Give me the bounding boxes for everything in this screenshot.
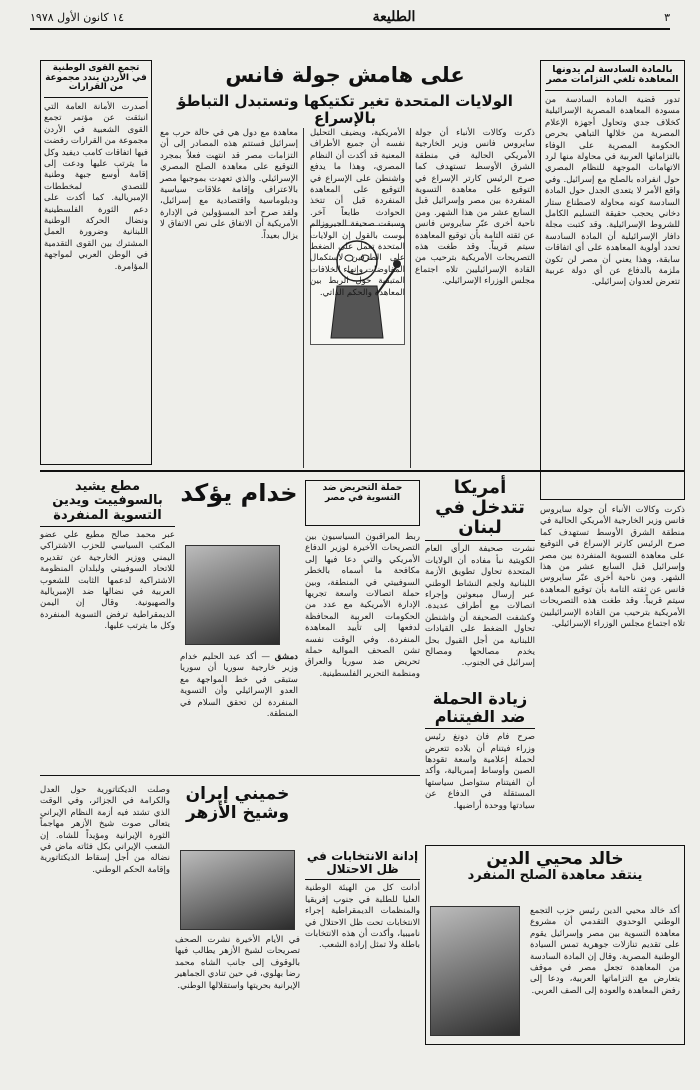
main-headline-bottom: الولايات المتحدة تغير تكتيكها وتستبدل التباطؤ بالإسراع	[177, 92, 513, 127]
lebanon-headline: أمريكا تتدخل في لبنان	[425, 478, 535, 541]
mid-caption-box	[305, 480, 420, 526]
masthead	[30, 6, 670, 30]
khaled-headline-top: خالد محيي الدين	[486, 849, 624, 869]
khaddam-dateline: دمشق	[274, 652, 298, 662]
elections-story	[305, 850, 420, 1045]
khaled-story	[425, 845, 685, 1045]
khomeini-photo	[180, 850, 295, 930]
main-story-col-2: الأمريكية، ويضيف التحليل نفسه أن جميع الأطراف المعنية قد أكدت أن النظام المصري، وهذا ما يدفع واشنطن على الإسراع في التوقيع على المعاهدة المنفردة قبل أن تتخذ الحوادث طابعاً آخر. وسبقت صحيفة الجيروزالم بوست بالقول إن الولايات المتحدة تعمل على الضغط على الطرفين لاستكمال المفاوضات وإنهاء الخلافات المتبقية حول الربط بين المعاهدة والحكم الذاتي.	[310, 128, 405, 298]
mid-caption: حملة التحريض ضد التسوية في مصر	[322, 483, 403, 503]
lebanon-story	[425, 478, 535, 683]
elections-headline: إدانة الانتخابات في ظل الاحتلال	[305, 850, 420, 880]
khaddam-header	[180, 480, 298, 540]
yemen-headline: مطع يشيد بالسوفييت ويدين التسوية المنفردة	[40, 480, 175, 527]
iran-headline: خميني إيران وشيخ الأزهر	[185, 784, 290, 823]
column-rule	[410, 128, 411, 468]
section-divider	[40, 470, 685, 472]
elections-text: أدانت كل من الهيئة الوطنية العليا للطلبة في جنوب إفريقيا والمنظمات الديمقراطية إجراء الانتخابات تحت ظل الاحتلال في ناميبيا، وأكدت أن هذه الانتخابات باطلة ولا تمثل إرادة الشعب.	[305, 883, 420, 951]
paper-name: الطليعة	[372, 9, 416, 25]
column-rule	[303, 128, 304, 468]
khaddam-photo	[185, 545, 280, 645]
khaled-headline-bottom: ينتقد معاهدة الصلح المنفرد	[467, 867, 643, 883]
article-six-text: تدور قضية المادة السادسة من مسودة المعاهدة المصرية الإسرائيلية كخلاف جدي وتحاول أجهزة الإعلام المصرية من خلالها التباهي بحرص الحكومة المصرية على الوفاء بالتزاماتها العربية في محاولة منها لرد الاتهامات الموجهة للنظام المصري حول انفراده بالصلح مع إسرائيل. وفي واقع الأمر لا يتعدى الجدل حول المادة السادسة كونه محاولة لاصطناع ستار دخاني يحجب حقيقة التسليم الكامل للشروط الإسرائيلية. وقد كتبت مجلة دافار الإسرائيلية أن المادة السادسة تحدد أولوية المعاهدة على أي اتفاقات سابقة، وهذا يعني أن مصر لن تكون ملزمة بالدفاع عن أي دولة عربية تتعرض لعدوان إسرائيلي.	[545, 94, 680, 288]
mid-story-text: ربط المراقبون السياسيون بين التصريحات الأخيرة لوزير الدفاع الأمريكي والتي دعا فيها إلى مكافحة ما أسماه بالخطر السوفييتي في المنطقة، وبين حملة اتصالات واسعة تجريها الإدارة الأمريكية مع عدد من الحكومات العربية المحافظة لدفعها إلى تأييد المعاهدة المنفردة. وفي الوقت نفسه تشن الصحف الموالية حملة تحريض ضد سوريا والعراق ومنظمة التحرير الفلسطينية.	[305, 532, 420, 679]
vietnam-text: صرح فام فان دونغ رئيس وزراء فيتنام أن بلاده تتعرض لحملة إعلامية واسعة تقودها الصين وأوساط إمبريالية، وأكد أن الفيتنام ستواصل سياستها المستقلة في الدفاع عن سيادتها ووحدة أراضيها.	[425, 732, 535, 811]
yemen-text: عبر محمد صالح مطيع علي عضو المكتب السياسي للحزب الاشتراكي اليمني ووزير الخارجية عن تقديره للاتحاد السوفييتي ولبلدان المنظومة الاشتراكية لدعمها الثابت للشعوب العربية في نضالها ضد الإمبريالية والصهيونية. وقال إن اليمن الديمقراطية ترفض التسوية المنفردة وكل ما يترتب عليها.	[40, 529, 175, 632]
khaddam-story: دمشق — أكد عبد الحليم خدام وزير خارجية سوريا أن سوريا ستبقى في خط المواجهة مع العدو الإسرائيلي وأن التسوية المنفردة لن تحقق السلام في المنطقة.	[180, 652, 298, 720]
section-divider	[40, 775, 420, 776]
khaddam-text: أكد عبد الحليم خدام وزير خارجية سوريا أن سوريا ستبقى في خط المواجهة مع العدو الإسرائيلي وأن التسوية المنفردة لن تحقق السلام في المنطقة.	[180, 652, 298, 720]
jordan-text: أصدرت الأمانة العامة التي انبثقت عن مؤتمر تجمع القوى الشعبية في الأردن مجموعة من القرارات رفضت فيها اتفاقات كامب ديفيد وكل ما يترتب عليها ودعت إلى إقامة أوسع جبهة وطنية للتصدي لمخططات الإمبريالية. كما أكدت على دعم الثورة الفلسطينية ونضال الحركة الوطنية اللبنانية وضرورة العمل المشترك بين القوى التقدمية في الوطن العربي لمواجهة المؤامرة.	[44, 102, 148, 272]
khaled-text: أكد خالد محيي الدين رئيس حزب التجمع الوطني الوحدوي التقدمي أن مشروع معاهدة التسوية بين مصر وإسرائيل يقوم على تقديم تنازلات جوهرية تمس السيادة الوطنية المصرية. وقال إن المادة السادسة من المعاهدة تجعل مصر في موقف يتعارض مع التزاماتها العربية، ودعا إلى رفض المعاهدة والعودة إلى الصف العربي.	[530, 906, 680, 996]
jordan-kicker: تجمع القوى الوطنية في الأردن يندد مجموعة من القرارات	[44, 64, 148, 98]
yemen-story	[40, 480, 175, 770]
article-six-story	[540, 60, 685, 500]
iran-text-col	[40, 785, 170, 1045]
iran-text: وصلت الديكتاتورية حول العدل والكرامة في الجزائر، وفي الوقت الذي تشتد فيه أزمة النظام الإيراني يتعالى صوت شيخ الأزهر مهاجماً الثورة الإيرانية ومؤيداً للشاه. إن الشعب الإيراني بكل فئاته ماض في نضاله من أجل إسقاط الديكتاتورية وإقامة الحكم الوطني.	[40, 785, 170, 875]
vietnam-headline: زيادة الحملة ضد الفيتنام	[425, 690, 535, 729]
vietnam-story	[425, 690, 535, 840]
main-story-header	[155, 60, 535, 127]
main-story-col-3: معاهدة مع دول هي في حالة حرب مع إسرائيل فستتم هذه المصادر إلى أن التزامات مصر قد انتهت فعلاً بمجرد التوقيع على معاهدة الصلح المصري الإسرائيلي. والذي تعهدت بموجبها مصر بالاعتراف وإقامة علاقات سياسية ودبلوماسية واقتصادية مع إسرائيل، ولقد صرح أحد المسؤولين في الإدارة الأمريكية أن الاتفاق على نص الاتفاق لا يزال بعيداً.	[160, 128, 298, 241]
article-six-kicker: بالمادة السادسة لم يدونها المعاهدة تلغي التزامات مصر	[545, 65, 680, 91]
page-number: ٣	[664, 10, 670, 24]
khaled-photo	[430, 906, 520, 1036]
main-headline-top: على هامش جولة فانس	[225, 63, 465, 87]
main-story-col-1: ذكرت وكالات الأنباء أن جولة سايروس فانس وزير الخارجية الأمريكي الحالية في منطقة الشرق الأوسط تستهدف كما صرح الرئيس كارتر الإسراع في التوقيع على معاهدة التسوية المنفردة بين مصر وإسرائيل قبل السابع عشر من هذا الشهر. ومن ناحية أخرى عبّر سايروس فانس عن ثقته التامة بأن توقيع المعاهدة سيتم قريباً. وقد طغت هذه التصريحات الأمريكية بترحيب من القادة الإسرائيليين تلاه اجتماع مجلس الوزراء الإسرائيلي.	[415, 128, 535, 287]
khaddam-headline: خدام يؤكد	[180, 479, 298, 507]
lebanon-text: نشرت صحيفة الرأي العام الكويتية نبأ مفاده أن الولايات المتحدة تحاول تطويق الأزمة اللبنانية ولجم النشاط الوطني عبر إرسال مبعوثين وإجراء اتصالات مع أطراف عديدة. وكشفت الصحيفة أن واشنطن تحاول الضغط على القيادات اللبنانية من أجل القبول بحل يخدم مصالحها ومصالح إسرائيل في الجنوب.	[425, 544, 535, 669]
article-six-continued: ذكرت وكالات الأنباء أن جولة سايروس فانس وزير الخارجية الأمريكي الحالية في منطقة الشرق الأوسط تستهدف كما صرح الرئيس كارتر الإسراع في التوقيع على معاهدة التسوية المنفردة بين مصر وإسرائيل قبل السابع عشر من هذا الشهر. ومن ناحية أخرى عبّر سايروس فانس عن ثقته التامة بأن توقيع المعاهدة سيتم قريباً. وقد طغت هذه التصريحات الأمريكية بترحيب من القادة الإسرائيليين تلاه اجتماع مجلس الوزراء الإسرائيلي.	[540, 505, 685, 630]
iran-header	[175, 785, 300, 845]
iran-text-2: في الأيام الأخيرة نشرت الصحف تصريحات لشيخ الأزهر يطالب فيها بالوقوف إلى جانب الشاه محمد رضا بهلوي، في حين تنادي الجماهير الإيرانية بحريتها واستقلالها الوطني.	[175, 935, 300, 991]
issue-date: ١٤ كانون الأول ١٩٧٨	[30, 10, 125, 24]
jordan-story	[40, 60, 152, 465]
